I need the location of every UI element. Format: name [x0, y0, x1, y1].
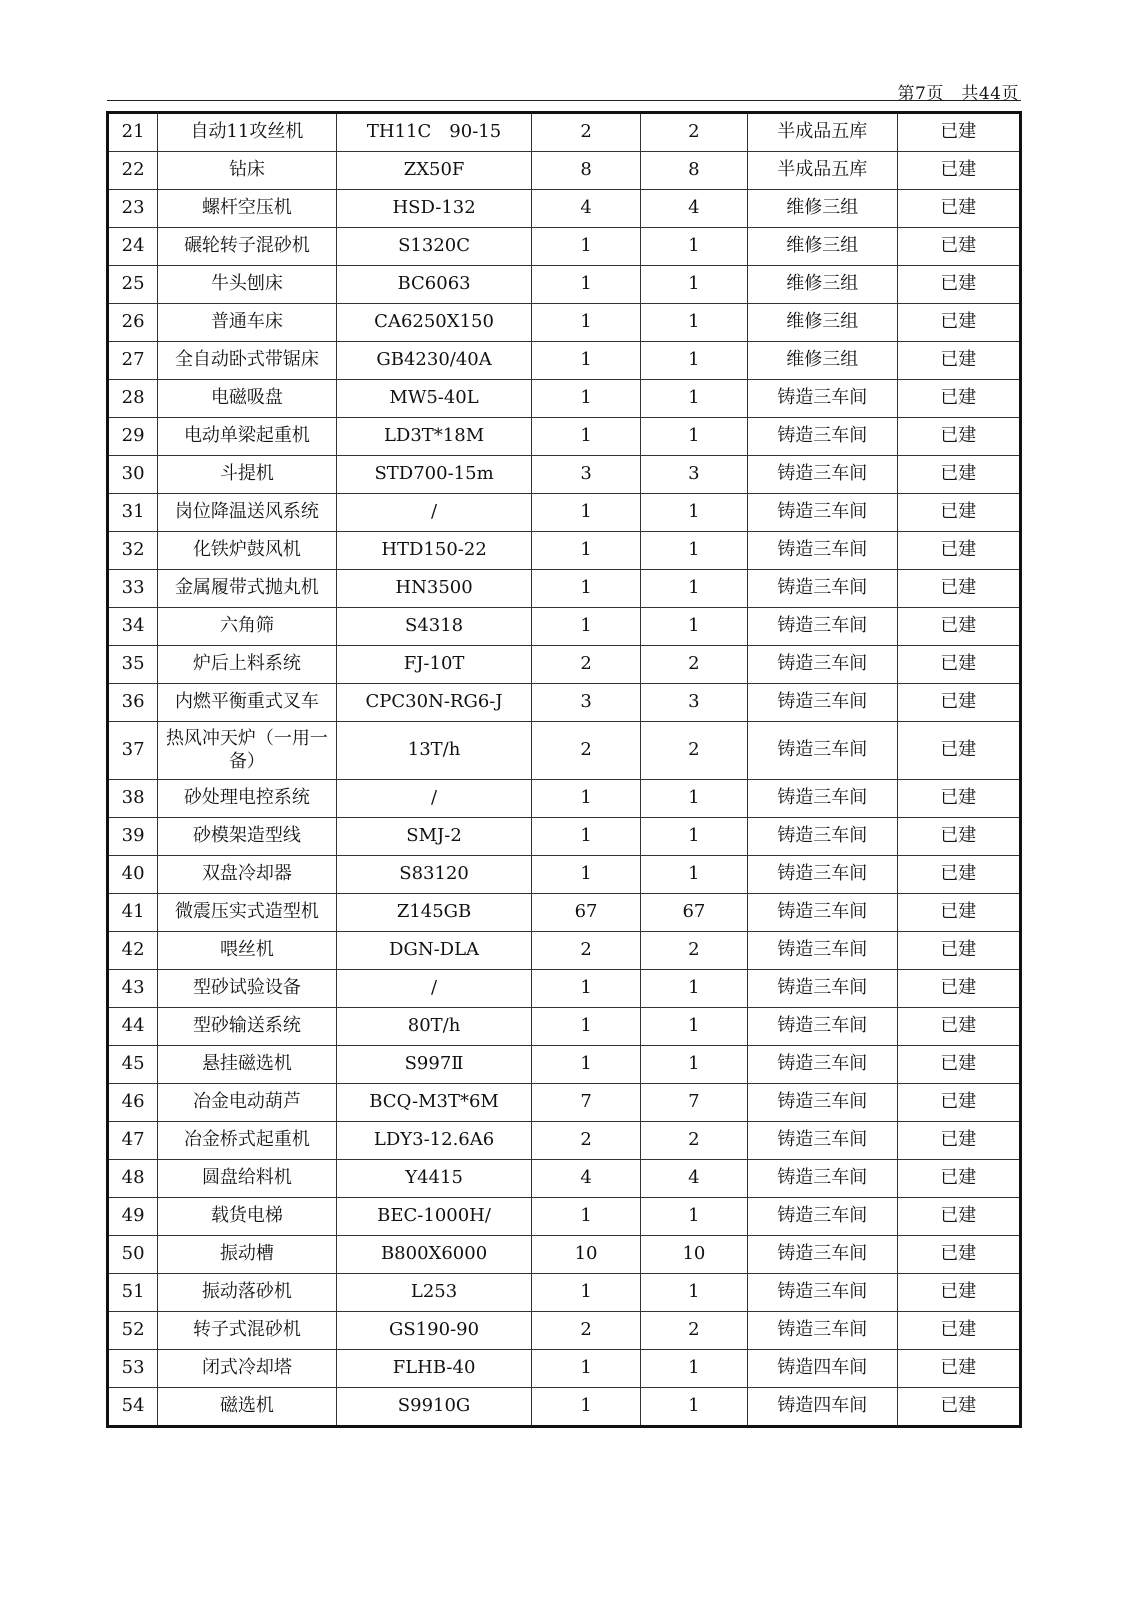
- equipment-name-cell: 砂处理电控系统: [158, 780, 337, 818]
- table-row: [108, 1312, 1021, 1350]
- status-cell: 已建: [897, 570, 1020, 608]
- table-row: [108, 1388, 1021, 1427]
- model-spec-cell: SMJ-2: [336, 818, 532, 856]
- table-row: [108, 456, 1021, 494]
- model-spec-cell: 80T/h: [336, 1008, 532, 1046]
- table-row: [108, 1122, 1021, 1160]
- design-quantity-cell: 2: [532, 722, 640, 780]
- location-cell: 铸造三车间: [748, 1008, 897, 1046]
- actual-quantity-cell: 1: [640, 1388, 747, 1427]
- model-spec-cell: GB4230/40A: [336, 342, 532, 380]
- model-spec-cell: MW5-40L: [336, 380, 532, 418]
- location-cell: 铸造三车间: [748, 380, 897, 418]
- design-quantity-cell: 1: [532, 494, 640, 532]
- status-cell: 已建: [897, 342, 1020, 380]
- equipment-name-cell: 型砂试验设备: [158, 970, 337, 1008]
- location-cell: 铸造三车间: [748, 456, 897, 494]
- design-quantity-cell: 1: [532, 570, 640, 608]
- status-cell: 已建: [897, 113, 1020, 152]
- equipment-name-cell: 冶金电动葫芦: [158, 1084, 337, 1122]
- status-cell: 已建: [897, 894, 1020, 932]
- design-quantity-cell: 1: [532, 1008, 640, 1046]
- equipment-name-cell: 悬挂磁选机: [158, 1046, 337, 1084]
- location-cell: 铸造四车间: [748, 1388, 897, 1427]
- equipment-name-cell: 金属履带式抛丸机: [158, 570, 337, 608]
- row-number-cell: 41: [108, 894, 158, 932]
- status-cell: 已建: [897, 1312, 1020, 1350]
- design-quantity-cell: 1: [532, 608, 640, 646]
- status-cell: 已建: [897, 684, 1020, 722]
- table-row: [108, 228, 1021, 266]
- location-cell: 铸造三车间: [748, 1274, 897, 1312]
- design-quantity-cell: 2: [532, 1312, 640, 1350]
- design-quantity-cell: 1: [532, 780, 640, 818]
- actual-quantity-cell: 3: [640, 456, 747, 494]
- row-number-cell: 30: [108, 456, 158, 494]
- table-row: [108, 1046, 1021, 1084]
- actual-quantity-cell: 1: [640, 532, 747, 570]
- location-cell: 铸造三车间: [748, 608, 897, 646]
- equipment-name-cell: 钻床: [158, 152, 337, 190]
- model-spec-cell: ZX50F: [336, 152, 532, 190]
- location-cell: 铸造三车间: [748, 418, 897, 456]
- actual-quantity-cell: 67: [640, 894, 747, 932]
- design-quantity-cell: 1: [532, 304, 640, 342]
- equipment-name-cell: 牛头刨床: [158, 266, 337, 304]
- model-spec-cell: B800X6000: [336, 1236, 532, 1274]
- model-spec-cell: FJ-10T: [336, 646, 532, 684]
- status-cell: 已建: [897, 970, 1020, 1008]
- location-cell: 铸造四车间: [748, 1350, 897, 1388]
- status-cell: 已建: [897, 1236, 1020, 1274]
- table-row: [108, 1274, 1021, 1312]
- status-cell: 已建: [897, 190, 1020, 228]
- table-row: [108, 1236, 1021, 1274]
- actual-quantity-cell: 2: [640, 113, 747, 152]
- status-cell: 已建: [897, 532, 1020, 570]
- model-spec-cell: L253: [336, 1274, 532, 1312]
- design-quantity-cell: 1: [532, 818, 640, 856]
- row-number-cell: 36: [108, 684, 158, 722]
- equipment-name-cell: 双盘冷却器: [158, 856, 337, 894]
- equipment-name-cell: 微震压实式造型机: [158, 894, 337, 932]
- status-cell: 已建: [897, 1350, 1020, 1388]
- model-spec-cell: /: [336, 970, 532, 1008]
- equipment-name-cell: 电磁吸盘: [158, 380, 337, 418]
- model-spec-cell: Z145GB: [336, 894, 532, 932]
- design-quantity-cell: 1: [532, 1198, 640, 1236]
- location-cell: 半成品五库: [748, 152, 897, 190]
- location-cell: 铸造三车间: [748, 1236, 897, 1274]
- row-number-cell: 28: [108, 380, 158, 418]
- equipment-name-cell: 炉后上料系统: [158, 646, 337, 684]
- status-cell: 已建: [897, 1122, 1020, 1160]
- model-spec-cell: LDY3-12.6A6: [336, 1122, 532, 1160]
- location-cell: 半成品五库: [748, 113, 897, 152]
- model-spec-cell: BC6063: [336, 266, 532, 304]
- equipment-name-cell: 砂模架造型线: [158, 818, 337, 856]
- table-row: [108, 608, 1021, 646]
- status-cell: 已建: [897, 646, 1020, 684]
- row-number-cell: 24: [108, 228, 158, 266]
- row-number-cell: 22: [108, 152, 158, 190]
- location-cell: 铸造三车间: [748, 932, 897, 970]
- table-row: [108, 646, 1021, 684]
- location-cell: 铸造三车间: [748, 1046, 897, 1084]
- row-number-cell: 39: [108, 818, 158, 856]
- table-row: [108, 190, 1021, 228]
- status-cell: 已建: [897, 1008, 1020, 1046]
- model-spec-cell: /: [336, 494, 532, 532]
- design-quantity-cell: 1: [532, 266, 640, 304]
- location-cell: 维修三组: [748, 228, 897, 266]
- row-number-cell: 25: [108, 266, 158, 304]
- actual-quantity-cell: 2: [640, 932, 747, 970]
- status-cell: 已建: [897, 228, 1020, 266]
- status-cell: 已建: [897, 1160, 1020, 1198]
- table-row: [108, 304, 1021, 342]
- location-cell: 维修三组: [748, 266, 897, 304]
- status-cell: 已建: [897, 856, 1020, 894]
- actual-quantity-cell: 1: [640, 1198, 747, 1236]
- row-number-cell: 54: [108, 1388, 158, 1427]
- model-spec-cell: CPC30N-RG6-J: [336, 684, 532, 722]
- model-spec-cell: BCQ-M3T*6M: [336, 1084, 532, 1122]
- actual-quantity-cell: 3: [640, 684, 747, 722]
- design-quantity-cell: 1: [532, 1046, 640, 1084]
- table-row: [108, 1160, 1021, 1198]
- design-quantity-cell: 1: [532, 380, 640, 418]
- row-number-cell: 50: [108, 1236, 158, 1274]
- design-quantity-cell: 2: [532, 932, 640, 970]
- table-row: [108, 380, 1021, 418]
- row-number-cell: 47: [108, 1122, 158, 1160]
- row-number-cell: 45: [108, 1046, 158, 1084]
- actual-quantity-cell: 1: [640, 1350, 747, 1388]
- location-cell: 铸造三车间: [748, 722, 897, 780]
- table-row: [108, 570, 1021, 608]
- model-spec-cell: GS190-90: [336, 1312, 532, 1350]
- table-body: [108, 113, 1021, 1427]
- model-spec-cell: HN3500: [336, 570, 532, 608]
- location-cell: 维修三组: [748, 342, 897, 380]
- actual-quantity-cell: 1: [640, 494, 747, 532]
- equipment-name-cell: 普通车床: [158, 304, 337, 342]
- row-number-cell: 48: [108, 1160, 158, 1198]
- equipment-name-cell: 化铁炉鼓风机: [158, 532, 337, 570]
- design-quantity-cell: 8: [532, 152, 640, 190]
- design-quantity-cell: 2: [532, 113, 640, 152]
- actual-quantity-cell: 1: [640, 1008, 747, 1046]
- row-number-cell: 42: [108, 932, 158, 970]
- status-cell: 已建: [897, 1046, 1020, 1084]
- actual-quantity-cell: 1: [640, 1274, 747, 1312]
- model-spec-cell: LD3T*18M: [336, 418, 532, 456]
- actual-quantity-cell: 4: [640, 190, 747, 228]
- design-quantity-cell: 7: [532, 1084, 640, 1122]
- equipment-name-cell: 磁选机: [158, 1388, 337, 1427]
- model-spec-cell: STD700-15m: [336, 456, 532, 494]
- status-cell: 已建: [897, 1084, 1020, 1122]
- design-quantity-cell: 1: [532, 856, 640, 894]
- page-header: [107, 78, 1021, 104]
- status-cell: 已建: [897, 456, 1020, 494]
- actual-quantity-cell: 1: [640, 228, 747, 266]
- actual-quantity-cell: 1: [640, 780, 747, 818]
- design-quantity-cell: 2: [532, 1122, 640, 1160]
- row-number-cell: 52: [108, 1312, 158, 1350]
- table-row: [108, 1350, 1021, 1388]
- model-spec-cell: HSD-132: [336, 190, 532, 228]
- design-quantity-cell: 67: [532, 894, 640, 932]
- table-row: [108, 932, 1021, 970]
- actual-quantity-cell: 1: [640, 970, 747, 1008]
- row-number-cell: 37: [108, 722, 158, 780]
- equipment-name-cell: 六角筛: [158, 608, 337, 646]
- row-number-cell: 21: [108, 113, 158, 152]
- actual-quantity-cell: 1: [640, 608, 747, 646]
- row-number-cell: 23: [108, 190, 158, 228]
- equipment-name-cell: 全自动卧式带锯床: [158, 342, 337, 380]
- status-cell: 已建: [897, 1274, 1020, 1312]
- status-cell: 已建: [897, 266, 1020, 304]
- actual-quantity-cell: 8: [640, 152, 747, 190]
- table-row: [108, 266, 1021, 304]
- equipment-name-cell: 圆盘给料机: [158, 1160, 337, 1198]
- actual-quantity-cell: 1: [640, 818, 747, 856]
- location-cell: 铸造三车间: [748, 646, 897, 684]
- row-number-cell: 49: [108, 1198, 158, 1236]
- row-number-cell: 34: [108, 608, 158, 646]
- status-cell: 已建: [897, 304, 1020, 342]
- status-cell: 已建: [897, 780, 1020, 818]
- row-number-cell: 51: [108, 1274, 158, 1312]
- status-cell: 已建: [897, 722, 1020, 780]
- row-number-cell: 35: [108, 646, 158, 684]
- equipment-name-cell: 自动11攻丝机: [158, 113, 337, 152]
- design-quantity-cell: 3: [532, 456, 640, 494]
- design-quantity-cell: 4: [532, 190, 640, 228]
- location-cell: 铸造三车间: [748, 532, 897, 570]
- actual-quantity-cell: 4: [640, 1160, 747, 1198]
- model-spec-cell: HTD150-22: [336, 532, 532, 570]
- design-quantity-cell: 1: [532, 342, 640, 380]
- row-number-cell: 29: [108, 418, 158, 456]
- table-row: [108, 722, 1021, 780]
- model-spec-cell: DGN-DLA: [336, 932, 532, 970]
- table-row: [108, 152, 1021, 190]
- actual-quantity-cell: 2: [640, 1312, 747, 1350]
- design-quantity-cell: 1: [532, 1388, 640, 1427]
- equipment-name-cell: 碾轮转子混砂机: [158, 228, 337, 266]
- row-number-cell: 38: [108, 780, 158, 818]
- location-cell: 铸造三车间: [748, 1312, 897, 1350]
- design-quantity-cell: 1: [532, 1274, 640, 1312]
- actual-quantity-cell: 1: [640, 856, 747, 894]
- design-quantity-cell: 4: [532, 1160, 640, 1198]
- actual-quantity-cell: 2: [640, 1122, 747, 1160]
- status-cell: 已建: [897, 380, 1020, 418]
- equipment-name-cell: 振动落砂机: [158, 1274, 337, 1312]
- model-spec-cell: BEC-1000H/: [336, 1198, 532, 1236]
- status-cell: 已建: [897, 608, 1020, 646]
- model-spec-cell: 13T/h: [336, 722, 532, 780]
- actual-quantity-cell: 2: [640, 646, 747, 684]
- location-cell: 铸造三车间: [748, 780, 897, 818]
- status-cell: 已建: [897, 418, 1020, 456]
- actual-quantity-cell: 1: [640, 304, 747, 342]
- design-quantity-cell: 1: [532, 228, 640, 266]
- location-cell: 铸造三车间: [748, 1122, 897, 1160]
- equipment-name-cell: 型砂输送系统: [158, 1008, 337, 1046]
- table-row: [108, 1198, 1021, 1236]
- equipment-name-cell: 转子式混砂机: [158, 1312, 337, 1350]
- row-number-cell: 27: [108, 342, 158, 380]
- model-spec-cell: FLHB-40: [336, 1350, 532, 1388]
- status-cell: 已建: [897, 932, 1020, 970]
- design-quantity-cell: 2: [532, 646, 640, 684]
- model-spec-cell: S4318: [336, 608, 532, 646]
- location-cell: 铸造三车间: [748, 1160, 897, 1198]
- actual-quantity-cell: 1: [640, 1046, 747, 1084]
- model-spec-cell: S83120: [336, 856, 532, 894]
- status-cell: 已建: [897, 152, 1020, 190]
- actual-quantity-cell: 1: [640, 342, 747, 380]
- status-cell: 已建: [897, 818, 1020, 856]
- table-row: [108, 342, 1021, 380]
- row-number-cell: 53: [108, 1350, 158, 1388]
- actual-quantity-cell: 1: [640, 266, 747, 304]
- row-number-cell: 40: [108, 856, 158, 894]
- model-spec-cell: CA6250X150: [336, 304, 532, 342]
- row-number-cell: 31: [108, 494, 158, 532]
- equipment-name-cell: 内燃平衡重式叉车: [158, 684, 337, 722]
- model-spec-cell: Y4415: [336, 1160, 532, 1198]
- table-row: [108, 684, 1021, 722]
- actual-quantity-cell: 1: [640, 570, 747, 608]
- table-row: [108, 113, 1021, 152]
- status-cell: 已建: [897, 494, 1020, 532]
- design-quantity-cell: 1: [532, 532, 640, 570]
- actual-quantity-cell: 7: [640, 1084, 747, 1122]
- model-spec-cell: S1320C: [336, 228, 532, 266]
- design-quantity-cell: 1: [532, 970, 640, 1008]
- table-row: [108, 818, 1021, 856]
- model-spec-cell: S9910G: [336, 1388, 532, 1427]
- equipment-table: [106, 111, 1022, 1428]
- model-spec-cell: TH11C 90-15: [336, 113, 532, 152]
- equipment-name-cell: 闭式冷却塔: [158, 1350, 337, 1388]
- actual-quantity-cell: 2: [640, 722, 747, 780]
- equipment-name-cell: 振动槽: [158, 1236, 337, 1274]
- equipment-name-cell: 岗位降温送风系统: [158, 494, 337, 532]
- location-cell: 铸造三车间: [748, 894, 897, 932]
- location-cell: 维修三组: [748, 304, 897, 342]
- equipment-name-cell: 热风冲天炉（一用一备）: [158, 722, 337, 780]
- model-spec-cell: /: [336, 780, 532, 818]
- table-row: [108, 856, 1021, 894]
- row-number-cell: 32: [108, 532, 158, 570]
- location-cell: 铸造三车间: [748, 970, 897, 1008]
- status-cell: 已建: [897, 1198, 1020, 1236]
- row-number-cell: 43: [108, 970, 158, 1008]
- location-cell: 铸造三车间: [748, 1084, 897, 1122]
- model-spec-cell: S997Ⅱ: [336, 1046, 532, 1084]
- table-row: [108, 1084, 1021, 1122]
- page-number: 第7页 共44页: [897, 84, 1019, 104]
- row-number-cell: 33: [108, 570, 158, 608]
- location-cell: 铸造三车间: [748, 856, 897, 894]
- location-cell: 铸造三车间: [748, 684, 897, 722]
- equipment-name-cell: 螺杆空压机: [158, 190, 337, 228]
- location-cell: 铸造三车间: [748, 1198, 897, 1236]
- equipment-name-cell: 冶金桥式起重机: [158, 1122, 337, 1160]
- table-row: [108, 494, 1021, 532]
- table-row: [108, 418, 1021, 456]
- design-quantity-cell: 1: [532, 1350, 640, 1388]
- row-number-cell: 46: [108, 1084, 158, 1122]
- equipment-name-cell: 斗提机: [158, 456, 337, 494]
- design-quantity-cell: 1: [532, 418, 640, 456]
- location-cell: 铸造三车间: [748, 570, 897, 608]
- table-row: [108, 780, 1021, 818]
- table-row: [108, 1008, 1021, 1046]
- design-quantity-cell: 10: [532, 1236, 640, 1274]
- design-quantity-cell: 3: [532, 684, 640, 722]
- equipment-name-cell: 喂丝机: [158, 932, 337, 970]
- status-cell: 已建: [897, 1388, 1020, 1427]
- actual-quantity-cell: 10: [640, 1236, 747, 1274]
- location-cell: 铸造三车间: [748, 818, 897, 856]
- table-row: [108, 894, 1021, 932]
- row-number-cell: 44: [108, 1008, 158, 1046]
- table-row: [108, 532, 1021, 570]
- actual-quantity-cell: 1: [640, 380, 747, 418]
- equipment-name-cell: 载货电梯: [158, 1198, 337, 1236]
- row-number-cell: 26: [108, 304, 158, 342]
- equipment-name-cell: 电动单梁起重机: [158, 418, 337, 456]
- location-cell: 铸造三车间: [748, 494, 897, 532]
- table-row: [108, 970, 1021, 1008]
- location-cell: 维修三组: [748, 190, 897, 228]
- actual-quantity-cell: 1: [640, 418, 747, 456]
